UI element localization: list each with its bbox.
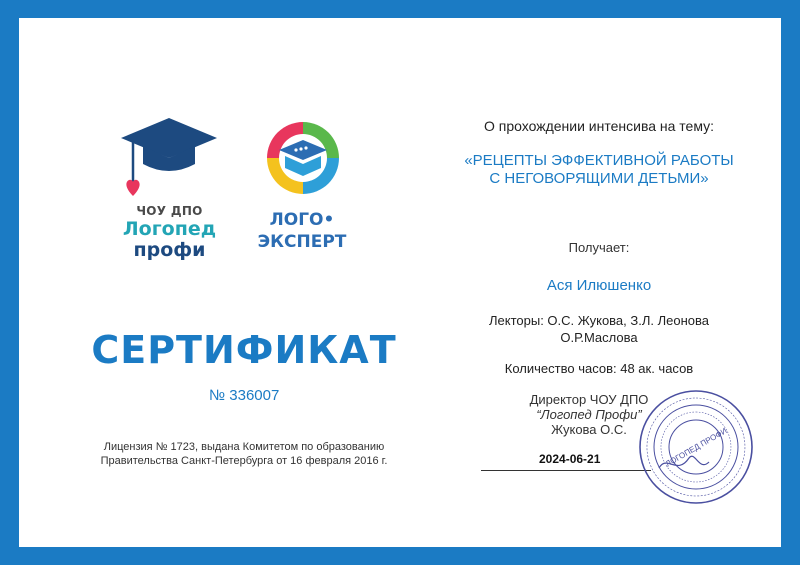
course-topic (439, 152, 759, 188)
course-intro: О прохождении интенсива на тему: (483, 118, 715, 134)
recipient-name: Ася Илюшенко (546, 277, 652, 294)
signature-line (481, 470, 651, 471)
logo-right-line1: ЛОГО• (269, 210, 335, 230)
stamp-center-text: ЛОГОПЕД ПРОФИ (664, 426, 729, 469)
issue-date: 2024-06-21 (539, 452, 601, 466)
logo-right-line2: ЭКСПЕРТ (257, 232, 347, 252)
lecturers (439, 312, 759, 346)
hours-count: Количество часов: 48 ак. часов (504, 361, 694, 376)
recipient-label: Получает: (568, 240, 630, 255)
logo-expert-circle-icon (263, 118, 343, 198)
graduation-cap-icon (119, 116, 219, 202)
round-stamp-icon (637, 388, 755, 506)
logo-left-line2: Логопед (122, 218, 217, 240)
lecturers-line2: О.Р.Маслова (560, 330, 638, 345)
logo-logoped-profi (107, 116, 232, 261)
director-line2: “Логопед Профи” (536, 407, 642, 422)
logo-left-line3: профи (133, 239, 206, 261)
course-topic-line2: С НЕГОВОРЯЩИМИ ДЕТЬМИ» (489, 170, 709, 187)
certificate-title: СЕРТИФИКАТ (91, 328, 397, 372)
heart-icon (126, 180, 139, 196)
lecturers-line1: Лекторы: О.С. Жукова, З.Л. Леонова (488, 313, 709, 328)
license-line2: Правительства Санкт-Петербурга от 16 февраля 2016 г. (100, 455, 388, 467)
logo-left-line1: ЧОУ ДПО (136, 204, 203, 218)
license-text (74, 440, 414, 468)
director-line3: Жукова О.С. (551, 422, 627, 437)
course-topic-line1: «РЕЦЕПТЫ ЭФФЕКТИВНОЙ РАБОТЫ (464, 152, 734, 169)
license-line1: Лицензия № 1723, выдана Комитетом по образованию (103, 441, 385, 453)
logo-logo-expert (247, 116, 357, 261)
certificate-page (19, 18, 781, 547)
certificate-number: № 336007 (209, 387, 280, 404)
director-line1: Директор ЧОУ ДПО (529, 392, 649, 407)
